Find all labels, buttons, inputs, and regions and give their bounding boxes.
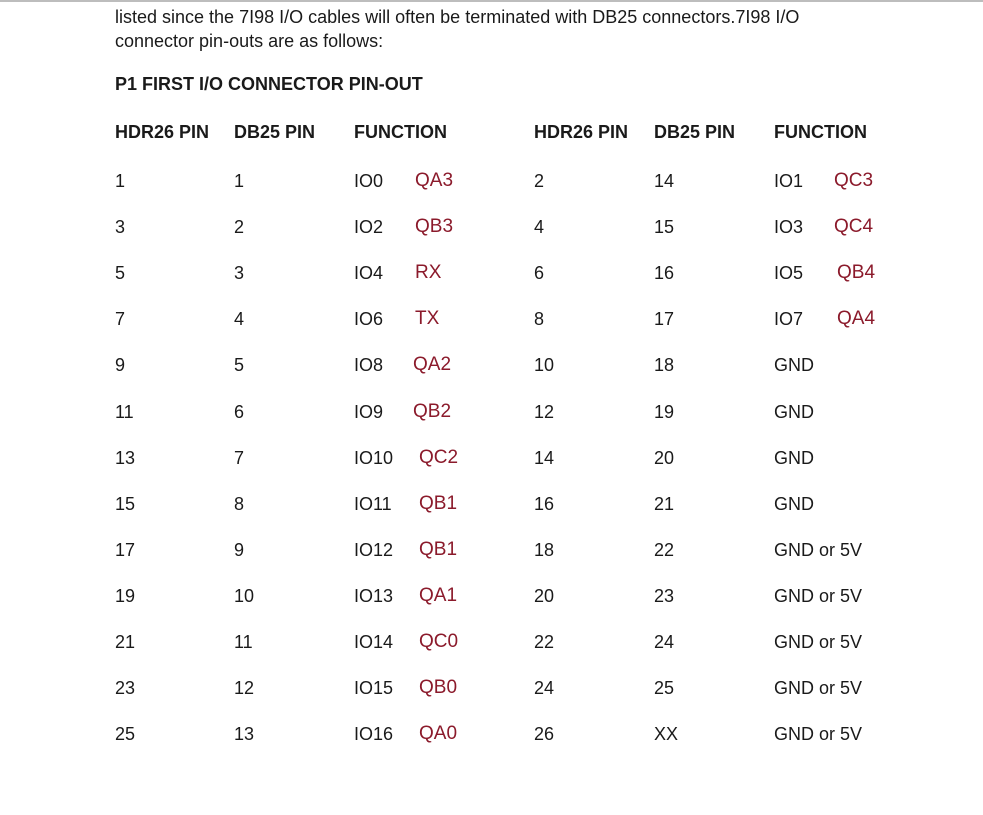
left-function-cell: IO9: [354, 402, 384, 422]
section-title: P1 FIRST I/O CONNECTOR PIN-OUT: [115, 74, 423, 94]
left-hdr26-pin-cell: 13: [115, 448, 136, 468]
left-annotation: QB3: [415, 216, 454, 237]
left-hdr26-pin-cell: 25: [115, 724, 136, 744]
left-db25-pin-cell: 2: [234, 217, 245, 237]
right-function-cell: GND or 5V: [774, 586, 863, 606]
left-db25-pin-cell: 1: [234, 171, 245, 191]
left-hdr26-pin-cell: 17: [115, 540, 136, 560]
left-function-cell: IO8: [354, 355, 384, 375]
right-hdr26-pin-cell: 8: [534, 309, 545, 329]
right-db25-pin-cell: 22: [654, 540, 675, 560]
left-db25-pin-cell: 10: [234, 586, 255, 606]
left-db25-pin-cell: 12: [234, 678, 255, 698]
left-hdr26-pin-cell: 3: [115, 217, 126, 237]
header-left-hdr26-pin: HDR26 PIN: [115, 122, 210, 142]
right-hdr26-pin-cell: 22: [534, 632, 555, 652]
header-right-hdr26-pin: HDR26 PIN: [534, 122, 629, 142]
left-function-cell: IO16: [354, 724, 394, 744]
header-left-db25-pin: DB25 PIN: [234, 122, 316, 142]
left-db25-pin-cell: 5: [234, 355, 245, 375]
right-function-cell: GND: [774, 448, 814, 468]
right-function-cell: GND or 5V: [774, 632, 863, 652]
right-hdr26-pin-cell: 18: [534, 540, 555, 560]
right-hdr26-pin-cell: 24: [534, 678, 555, 698]
right-db25-pin-cell: 19: [654, 402, 675, 422]
right-function-cell: IO5: [774, 263, 804, 283]
intro-line-2: connector pin-outs are as follows:: [115, 31, 384, 51]
left-hdr26-pin-cell: 9: [115, 355, 126, 375]
left-hdr26-pin-cell: 7: [115, 309, 126, 329]
left-annotation: RX: [415, 262, 442, 283]
right-hdr26-pin-cell: 2: [534, 171, 545, 191]
right-annotation: QA4: [837, 308, 876, 329]
right-hdr26-pin-cell: 16: [534, 494, 555, 514]
right-annotation: QB4: [837, 262, 876, 283]
right-function-cell: GND: [774, 494, 814, 514]
page-top-border: [0, 0, 983, 2]
left-hdr26-pin-cell: 1: [115, 171, 126, 191]
right-function-cell: IO7: [774, 309, 804, 329]
left-annotation: QC0: [419, 631, 459, 652]
right-db25-pin-cell: 25: [654, 678, 675, 698]
right-function-cell: GND or 5V: [774, 724, 863, 744]
right-function-cell: GND: [774, 355, 814, 375]
right-function-cell: GND or 5V: [774, 678, 863, 698]
intro-line-1: listed since the 7I98 I/O cables will often be terminated with DB25 connectors.7I98 I/O: [115, 7, 800, 27]
left-annotation: QB2: [413, 401, 452, 422]
header-left-function: FUNCTION: [354, 122, 447, 142]
left-annotation: QA1: [419, 585, 458, 606]
left-db25-pin-cell: 3: [234, 263, 245, 283]
header-right-function: FUNCTION: [774, 122, 867, 142]
right-function-cell: IO3: [774, 217, 804, 237]
left-annotation: QA0: [419, 723, 458, 744]
left-function-cell: IO0: [354, 171, 384, 191]
left-db25-pin-cell: 9: [234, 540, 245, 560]
left-hdr26-pin-cell: 21: [115, 632, 136, 652]
right-db25-pin-cell: 14: [654, 171, 675, 191]
left-function-cell: IO14: [354, 632, 394, 652]
right-hdr26-pin-cell: 20: [534, 586, 555, 606]
left-function-cell: IO6: [354, 309, 384, 329]
left-annotation: QB1: [419, 493, 458, 514]
right-annotation: QC4: [834, 216, 874, 237]
right-db25-pin-cell: 18: [654, 355, 675, 375]
right-hdr26-pin-cell: 4: [534, 217, 545, 237]
left-hdr26-pin-cell: 23: [115, 678, 136, 698]
left-annotation: QB0: [419, 677, 458, 698]
right-db25-pin-cell: 16: [654, 263, 675, 283]
left-function-cell: IO11: [354, 494, 392, 514]
right-db25-pin-cell: 23: [654, 586, 675, 606]
right-db25-pin-cell: 20: [654, 448, 675, 468]
left-db25-pin-cell: 11: [234, 632, 253, 652]
right-hdr26-pin-cell: 12: [534, 402, 555, 422]
left-db25-pin-cell: 7: [234, 448, 245, 468]
left-annotation: QA3: [415, 170, 454, 191]
left-hdr26-pin-cell: 19: [115, 586, 136, 606]
right-function-cell: GND: [774, 402, 814, 422]
intro-paragraph: [115, 5, 799, 53]
right-function-cell: IO1: [774, 171, 804, 191]
right-annotation: QC3: [834, 170, 874, 191]
left-function-cell: IO15: [354, 678, 394, 698]
left-db25-pin-cell: 8: [234, 494, 245, 514]
left-db25-pin-cell: 13: [234, 724, 255, 744]
left-db25-pin-cell: 6: [234, 402, 245, 422]
left-function-cell: IO13: [354, 586, 394, 606]
right-db25-pin-cell: 24: [654, 632, 675, 652]
left-db25-pin-cell: 4: [234, 309, 245, 329]
right-db25-pin-cell: 21: [654, 494, 675, 514]
left-hdr26-pin-cell: 5: [115, 263, 126, 283]
right-db25-pin-cell: 15: [654, 217, 675, 237]
right-hdr26-pin-cell: 14: [534, 448, 555, 468]
right-function-cell: GND or 5V: [774, 540, 863, 560]
left-function-cell: IO4: [354, 263, 384, 283]
left-annotation: TX: [415, 308, 440, 329]
left-function-cell: IO10: [354, 448, 394, 468]
right-db25-pin-cell: XX: [654, 724, 679, 744]
left-annotation: QC2: [419, 447, 459, 468]
right-hdr26-pin-cell: 6: [534, 263, 545, 283]
header-right-db25-pin: DB25 PIN: [654, 122, 736, 142]
left-hdr26-pin-cell: 15: [115, 494, 136, 514]
left-function-cell: IO12: [354, 540, 394, 560]
right-hdr26-pin-cell: 10: [534, 355, 555, 375]
left-annotation: QB1: [419, 539, 458, 560]
left-function-cell: IO2: [354, 217, 384, 237]
left-hdr26-pin-cell: 11: [115, 402, 134, 422]
right-db25-pin-cell: 17: [654, 309, 675, 329]
left-annotation: QA2: [413, 354, 452, 375]
right-hdr26-pin-cell: 26: [534, 724, 555, 744]
